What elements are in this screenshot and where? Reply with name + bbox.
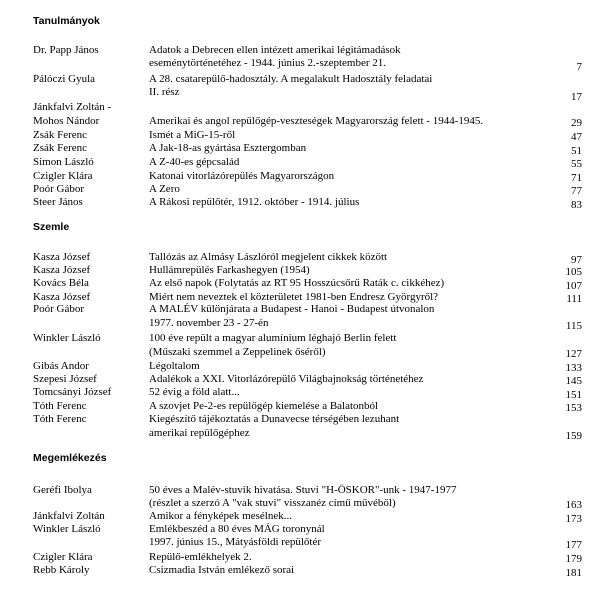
entry-page-number: 159	[565, 430, 582, 442]
entry-page-number: 71	[571, 172, 582, 184]
entry-page-number: 177	[565, 539, 582, 551]
entry-author: Tóth Ferenc	[33, 413, 87, 425]
entry-author: Steer János	[33, 196, 83, 208]
entry-author: Winkler László	[33, 332, 101, 344]
entry-title-continued: eseménytörténetéhez - 1944. június 2.-szeptember 21.	[149, 57, 387, 69]
entry-author: Dr. Papp János	[33, 44, 99, 56]
entry-title-part: (részlet a szerzó A "vak stuvi" visszanéz című művéből)	[149, 497, 396, 509]
entry-title-continued	[149, 497, 396, 509]
entry-page-number: 173	[565, 513, 582, 525]
entry-author: Czigler Klára	[33, 551, 93, 563]
entry-author: Winkler László	[33, 523, 101, 535]
entry-title: A Zero	[149, 183, 180, 195]
entry-author: Zsák Ferenc	[33, 129, 88, 141]
entry-title: Légoltalom	[149, 360, 200, 372]
entry-title: Kiegészítő tájékoztatás a Dunavecse térségében lezuhant	[149, 413, 400, 425]
entry-title: A szovjet Pe-2-es repülőgép kiemelése a Balatonból	[149, 400, 379, 412]
entry-author: Gibás Andor	[33, 360, 89, 372]
entry-title: Csizmadia István emlékező sorai	[149, 564, 295, 576]
entry-title: Amerikai és angol repülőgép-veszteségek Magyarország felett - 1944-1945.	[149, 115, 484, 127]
entry-author: Rebb Károly	[33, 564, 90, 576]
entry-page-number: 179	[565, 553, 582, 565]
entry-title: 52 évig a föld alatt...	[149, 386, 240, 398]
entry-page-number: 105	[565, 266, 582, 278]
section-heading-szemle: Szemle	[33, 221, 70, 233]
entry-title: Amikor a fényképek mesélnek...	[149, 510, 292, 522]
entry-author: Jánkfalvi Zoltán	[33, 510, 105, 522]
entry-page-number: 133	[565, 362, 582, 374]
entry-author: Geréfi Ibolya	[33, 484, 92, 496]
entry-page-number: 47	[571, 131, 582, 143]
entry-author: Kasza József	[33, 291, 91, 303]
entry-author: Kovács Béla	[33, 277, 89, 289]
entry-page-number: 163	[565, 499, 582, 511]
entry-title-continued: II. rész	[149, 86, 180, 98]
entry-title: A Z-40-es gépcsalád	[149, 156, 240, 168]
entry-page-number: 151	[565, 389, 582, 401]
entry-title: A 28. csatarepülő-hadosztály. A megalakult Hadosztály feladatai	[149, 73, 433, 85]
entry-author: Jánkfalvi Zoltán -	[33, 101, 112, 113]
entry-title: Hullámrepülés Farkashegyen (1954)	[149, 264, 310, 276]
section-heading-megemlekezes: Megemlékezés	[33, 452, 107, 464]
entry-title: Miért nem neveztek el közterületet 1981-ben Endresz Györgyről?	[149, 291, 439, 303]
entry-title: Adalékok a XXI. Vitorlázórepülő Világbajnokság történetéhez	[149, 373, 424, 385]
entry-page-number: 115	[565, 320, 582, 332]
entry-title: 50 éves a Malév-stuvik hivatása. Stuvi "H-ÖSKOR"-unk - 1947-1977	[149, 484, 457, 496]
entry-author: Kasza József	[33, 251, 91, 263]
entry-page-number: 83	[571, 199, 582, 211]
entry-page-number: 145	[565, 375, 582, 387]
entry-title: A Rákosi repülőtér, 1912. október - 1914. július	[149, 196, 360, 208]
entry-author: Pálóczi Gyula	[33, 73, 96, 85]
entry-title-continued: (Műszaki szemmel a Zeppelinek őséről)	[149, 346, 326, 358]
entry-page-number: 97	[571, 254, 582, 266]
entry-page-number: 111	[566, 293, 582, 305]
entry-title: A Jak-18-as gyártása Esztergomban	[149, 142, 307, 154]
entry-author: Szepesi József	[33, 373, 97, 385]
entry-author: Czigler Klára	[33, 170, 93, 182]
entry-author: Tomcsányi József	[33, 386, 112, 398]
entry-title: A MALÉV különjárata a Budapest - Hanoi - Budapest útvonalon	[149, 303, 435, 315]
section-heading-tanulmanyok: Tanulmányok	[33, 15, 100, 27]
entry-title: 100 éve repült a magyar alumínium léghajó Berlin felett	[149, 332, 397, 344]
entry-page-number: 127	[565, 348, 582, 360]
entry-title: Repülő-emlékhelyek 2.	[149, 551, 252, 563]
entry-author: Tóth Ferenc	[33, 400, 87, 412]
entry-page-number: 181	[565, 567, 582, 579]
entry-title: Adatok a Debrecen ellen intézett amerikai légitámadások	[149, 44, 401, 56]
entry-page-number: 153	[565, 402, 582, 414]
entry-page-number: 17	[571, 91, 582, 103]
entry-page-number: 55	[571, 158, 582, 170]
entry-title: Katonai vitorlázórepülés Magyarországon	[149, 170, 335, 182]
entry-author: Simon László	[33, 156, 94, 168]
entry-author: Kasza József	[33, 264, 91, 276]
entry-page-number: 7	[576, 61, 582, 73]
entry-author: Mohos Nándor	[33, 115, 100, 127]
entry-author: Poór Gábor	[33, 303, 85, 315]
entry-author: Poór Gábor	[33, 183, 85, 195]
entry-title-continued: 1997. június 15., Mátyásföldi repülőtér	[149, 536, 322, 548]
entry-title: Tallózás az Almásy Lászlóról megjelent cikkek között	[149, 251, 388, 263]
entry-title-continued: 1977. november 23 - 27-én	[149, 317, 269, 329]
entry-title: Ismét a MiG-15-ről	[149, 129, 236, 141]
entry-page-number: 29	[571, 117, 582, 129]
entry-title-continued: amerikai repülőgéphez	[149, 427, 250, 439]
entry-page-number: 77	[571, 185, 582, 197]
entry-author: Zsák Ferenc	[33, 142, 88, 154]
entry-page-number: 51	[571, 145, 582, 157]
entry-page-number: 107	[565, 280, 582, 292]
entry-title: Az első napok (Folytatás az RT 95 Hosszúcsőrű Raták c. cikkéhez)	[149, 277, 445, 289]
entry-title: Emlékbeszéd a 80 éves MÁG toronynál	[149, 523, 325, 535]
